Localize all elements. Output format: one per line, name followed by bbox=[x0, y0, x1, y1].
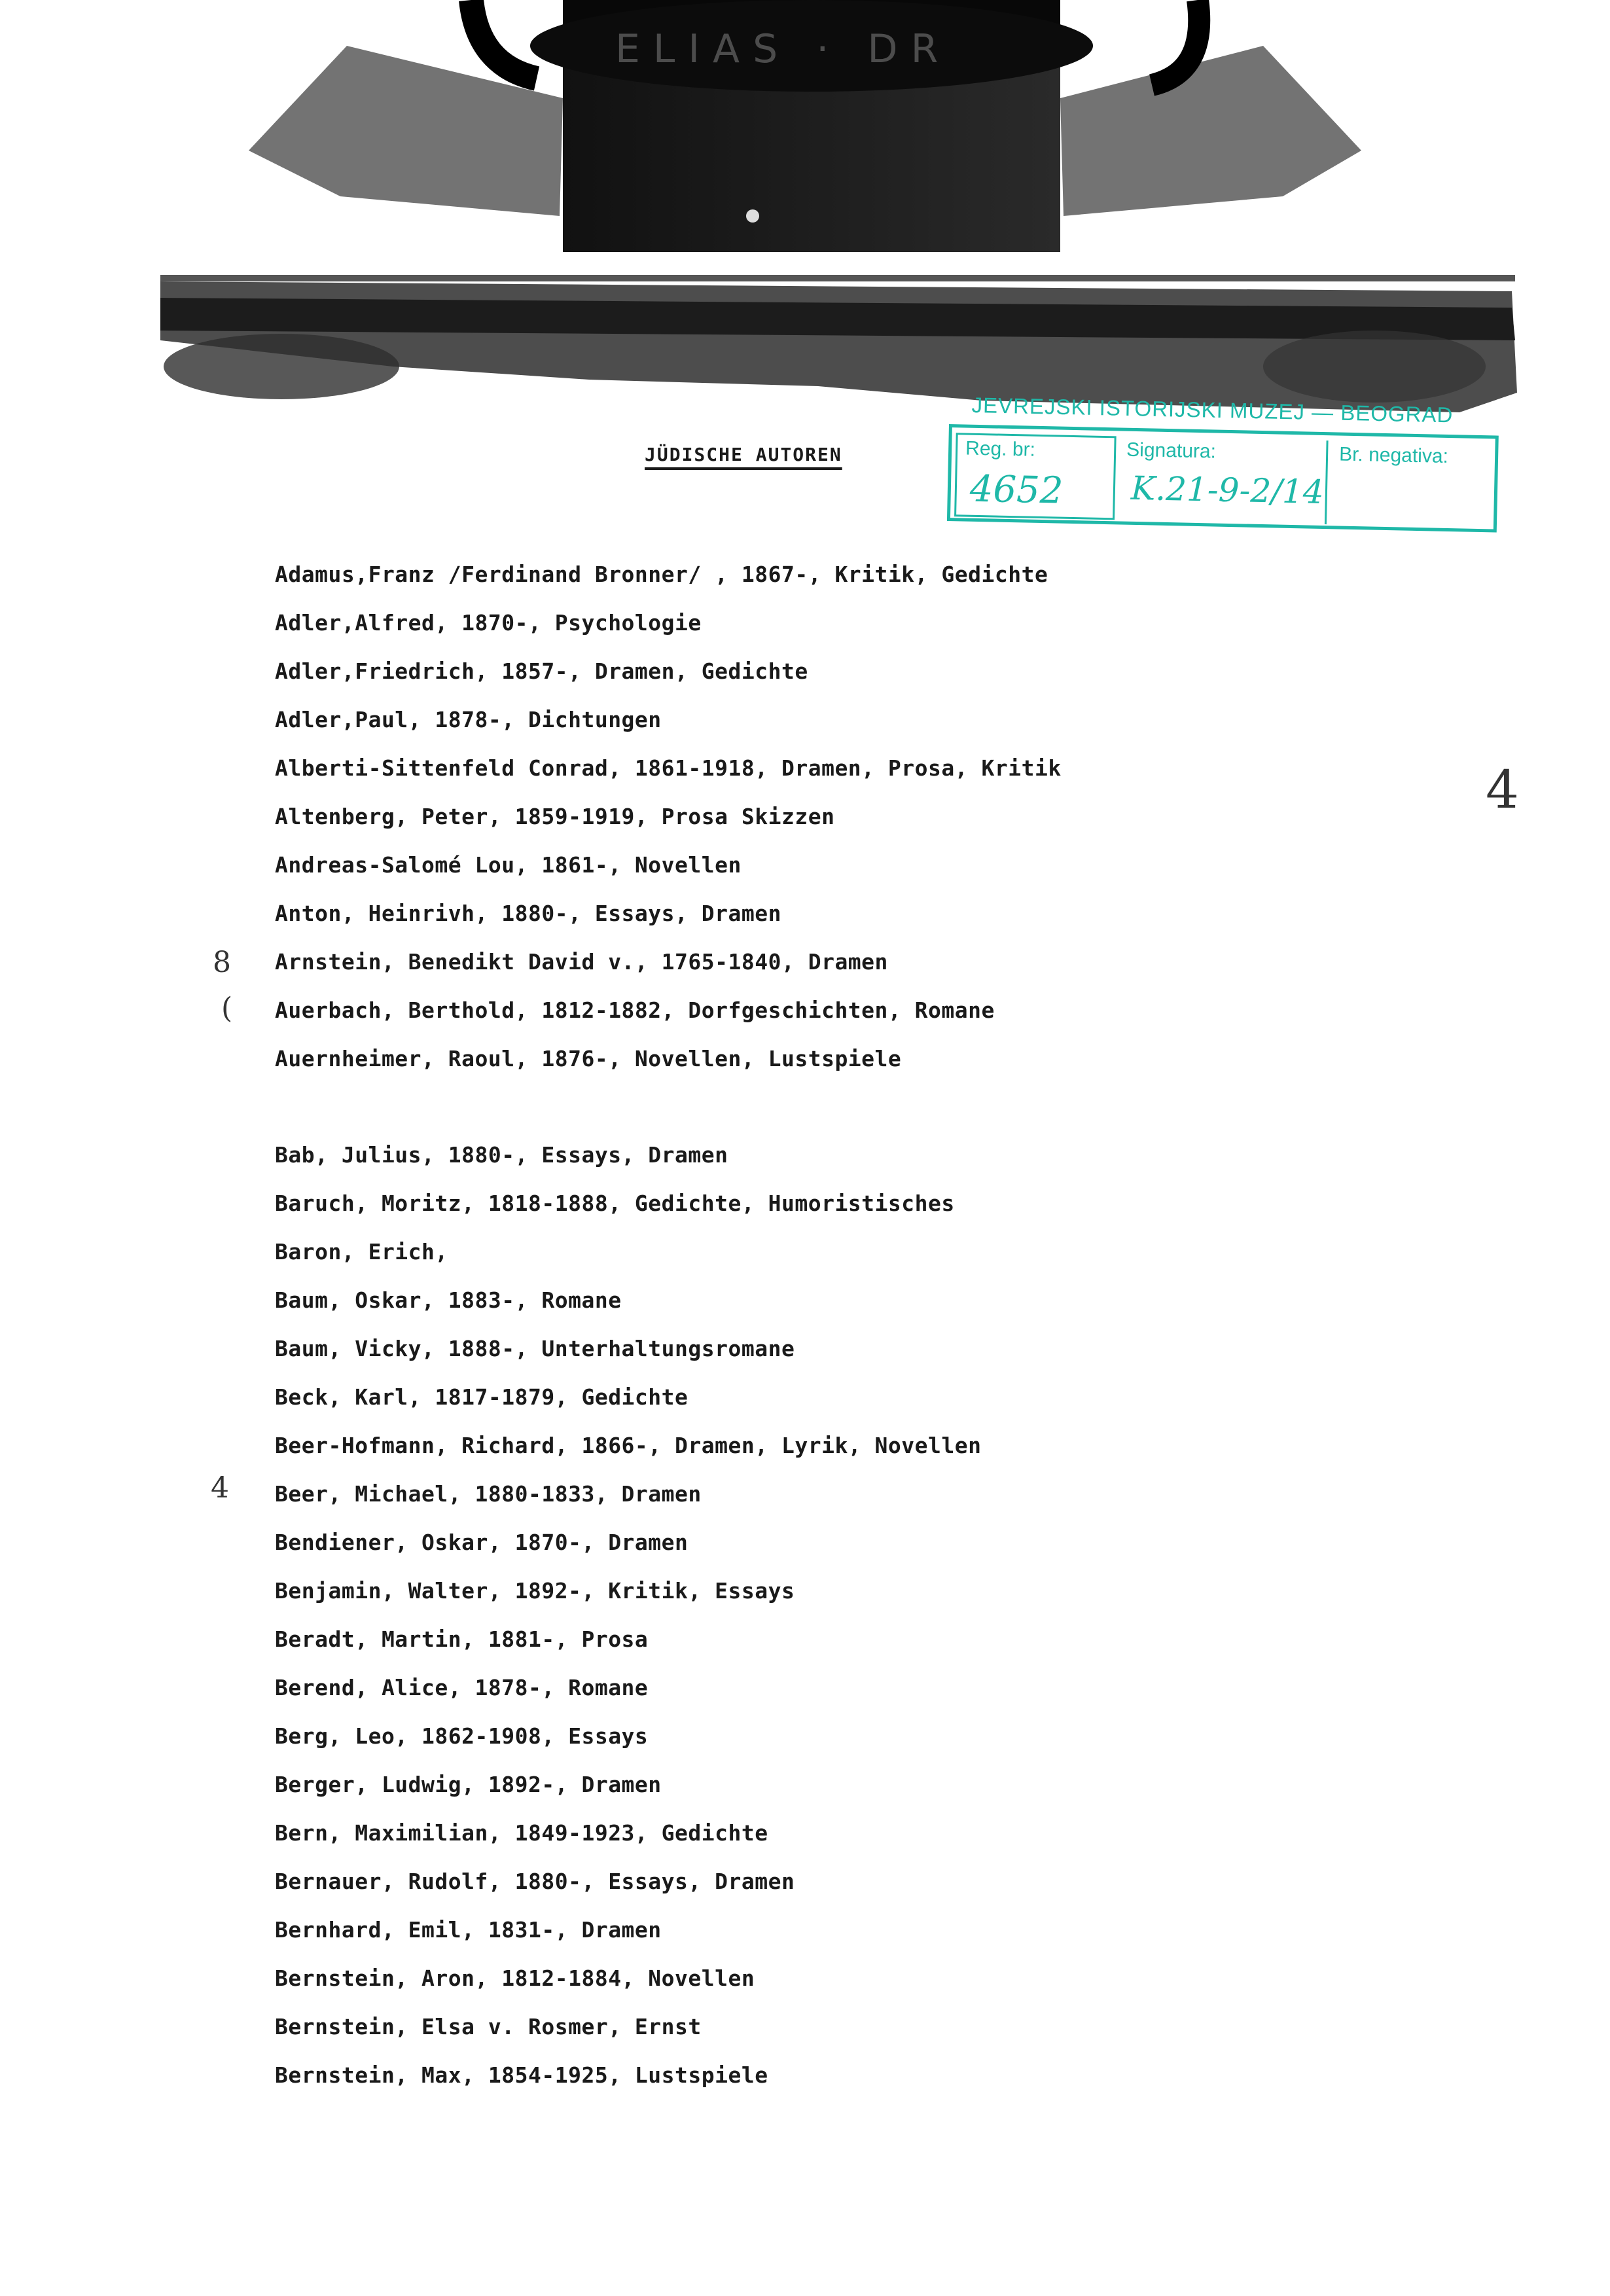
author-entry: Bernauer, Rudolf, 1880-, Essays, Dramen bbox=[275, 1869, 795, 1894]
author-entry: Berger, Ludwig, 1892-, Dramen bbox=[275, 1772, 662, 1797]
museum-stamp bbox=[946, 393, 1499, 524]
author-entry: Adler,Paul, 1878-, Dichtungen bbox=[275, 707, 662, 732]
author-entry: Bernstein, Aron, 1812-1884, Novellen bbox=[275, 1965, 755, 1991]
author-entry: Bernstein, Max, 1854-1925, Lustspiele bbox=[275, 2062, 768, 2088]
stamp-signatura-cell bbox=[1117, 436, 1329, 524]
author-entry: Bendiener, Oskar, 1870-, Dramen bbox=[275, 1530, 689, 1555]
stamp-reg-cell bbox=[954, 433, 1117, 520]
author-entry: Alberti-Sittenfeld Conrad, 1861-1918, Dramen, Prosa, Kritik bbox=[275, 755, 1062, 781]
author-entry: Adler,Alfred, 1870-, Psychologie bbox=[275, 610, 702, 636]
author-entry: Baron, Erich, bbox=[275, 1239, 448, 1265]
page-heading: JÜDISCHE AUTOREN bbox=[645, 444, 842, 465]
author-entry: Bab, Julius, 1880-, Essays, Dramen bbox=[275, 1142, 728, 1168]
author-entry: Beradt, Martin, 1881-, Prosa bbox=[275, 1626, 649, 1652]
author-entry: Adler,Friedrich, 1857-, Dramen, Gedichte bbox=[275, 658, 808, 684]
author-entry: Auernheimer, Raoul, 1876-, Novellen, Lustspiele bbox=[275, 1046, 902, 1071]
author-entry: Bernstein, Elsa v. Rosmer, Ernst bbox=[275, 2014, 702, 2039]
margin-mark: 4 bbox=[1486, 759, 1519, 820]
scanned-object-photo bbox=[0, 0, 1610, 419]
author-entry: Beer-Hofmann, Richard, 1866-, Dramen, Lyrik, Novellen bbox=[275, 1433, 982, 1458]
stamp-institution: JEVREJSKI ISTORIJSKI MUZEJ — BEOGRAD bbox=[971, 393, 1454, 427]
svg-text:ELIAS · DR: ELIAS · DR bbox=[615, 26, 952, 72]
author-entry: Adamus,Franz /Ferdinand Bronner/ , 1867-, Kritik, Gedichte bbox=[275, 562, 1048, 587]
stamp-negativ-label: Br. negativa: bbox=[1338, 443, 1449, 467]
author-entry: Andreas-Salomé Lou, 1861-, Novellen bbox=[275, 852, 742, 878]
author-entry: Berend, Alice, 1878-, Romane bbox=[275, 1675, 649, 1700]
margin-mark: 8 bbox=[213, 946, 231, 979]
author-entry: Berg, Leo, 1862-1908, Essays bbox=[275, 1723, 649, 1749]
stamp-reg-value: 4652 bbox=[969, 467, 1064, 512]
author-entry: Baum, Vicky, 1888-, Unterhaltungsromane bbox=[275, 1336, 795, 1361]
author-entry: Arnstein, Benedikt David v., 1765-1840, Dramen bbox=[275, 949, 888, 975]
stamp-signatura-value: K.21-9-2/14 bbox=[1130, 469, 1325, 512]
stamp-reg-label: Reg. br: bbox=[965, 437, 1036, 461]
author-entry: Beer, Michael, 1880-1833, Dramen bbox=[275, 1481, 702, 1507]
author-entry: Baum, Oskar, 1883-, Romane bbox=[275, 1287, 622, 1313]
author-entry: Anton, Heinrivh, 1880-, Essays, Dramen bbox=[275, 901, 781, 926]
margin-mark: ( bbox=[221, 992, 233, 1025]
author-entry: Bernhard, Emil, 1831-, Dramen bbox=[275, 1917, 662, 1943]
author-entry: Baruch, Moritz, 1818-1888, Gedichte, Humoristisches bbox=[275, 1191, 955, 1216]
author-entry: Beck, Karl, 1817-1879, Gedichte bbox=[275, 1384, 689, 1410]
stamp-negativ-cell bbox=[1330, 440, 1492, 528]
margin-mark: 4 bbox=[211, 1471, 229, 1505]
author-entry: Auerbach, Berthold, 1812-1882, Dorfgeschichten, Romane bbox=[275, 997, 995, 1023]
stamp-signatura-label: Signatura: bbox=[1126, 439, 1217, 463]
author-entry: Altenberg, Peter, 1859-1919, Prosa Skizzen bbox=[275, 804, 835, 829]
author-entry: Bern, Maximilian, 1849-1923, Gedichte bbox=[275, 1820, 768, 1846]
author-entry: Benjamin, Walter, 1892-, Kritik, Essays bbox=[275, 1578, 795, 1604]
stamp-box bbox=[947, 424, 1499, 533]
